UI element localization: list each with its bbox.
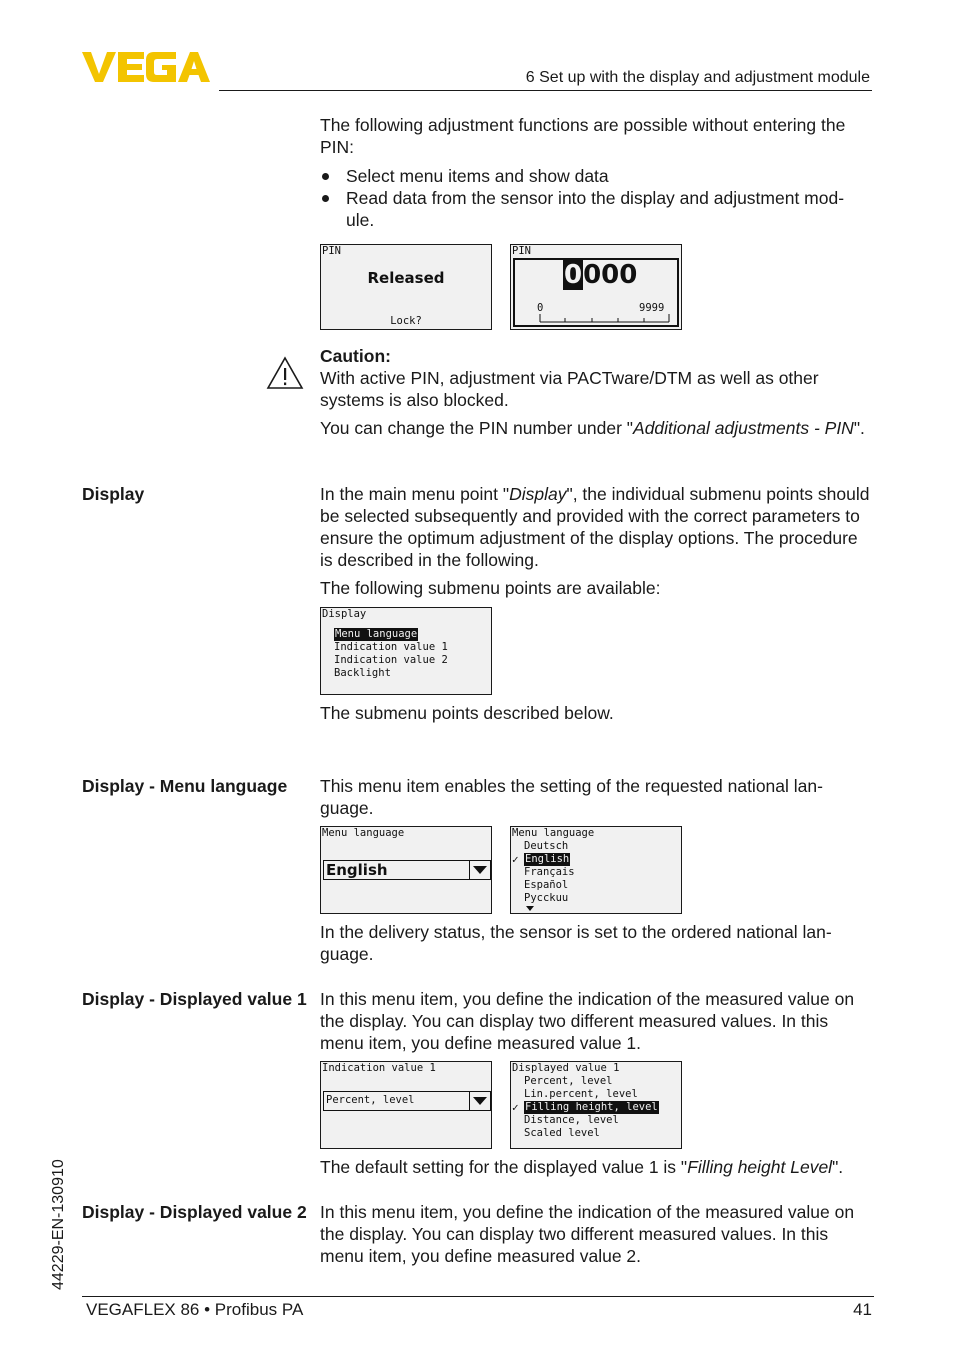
displayed-value-1-default: The default setting for the displayed value 1 is "Filling height Level". xyxy=(320,1157,844,1177)
language-dropdown xyxy=(323,860,491,880)
display-paragraph: In the main menu point "Display", the individual submenu points should be selected subsequently and provided with the correct parameters to ensure the optimum adjustment of the display options. The procedure is described in the following. xyxy=(320,484,870,570)
footer-rule xyxy=(82,1296,874,1297)
lcd-displayed-value-1-list xyxy=(510,1061,682,1149)
displayed-value-1-text: In this menu item, you define the indication of the measured value on the display. You can display two different measured values. In this menu item, you define measured value 1. xyxy=(320,989,855,1053)
lcd-list-item: Pycckuu xyxy=(524,892,569,904)
lcd-list-item: Français xyxy=(524,866,575,878)
pin-scale-max: 9999 xyxy=(639,302,665,314)
page-number: 41 xyxy=(853,1300,872,1319)
header-rule xyxy=(219,90,872,91)
pin-status: Released xyxy=(367,269,445,287)
display-block xyxy=(320,483,872,599)
warning-icon xyxy=(266,356,304,390)
lcd-menu-item: Indication value 2 xyxy=(334,654,448,666)
intro-text: The following adjustment functions are possible without entering the PIN: xyxy=(320,115,846,157)
section-label-displayed-value-1: Display - Displayed value 1 xyxy=(82,989,307,1009)
display-submenu-note: The submenu points described below. xyxy=(320,703,614,723)
lcd-list-item: Español xyxy=(524,879,569,891)
check-icon: ✓ xyxy=(512,1101,519,1114)
pin-digit-rest: 000 xyxy=(583,260,638,290)
scroll-down-icon xyxy=(526,906,534,911)
footer-product: VEGAFLEX 86 • Profibus PA xyxy=(86,1300,304,1319)
lcd-title: Displayed value 1 xyxy=(512,1062,620,1074)
lcd-list-item: Percent, level xyxy=(524,1075,613,1087)
lcd-menu-language xyxy=(320,826,492,914)
lcd-menu-item: Backlight xyxy=(334,667,391,679)
lcd-title: PIN xyxy=(322,245,341,257)
lcd-title: Menu language xyxy=(512,827,595,839)
pin-scale-ruler xyxy=(535,312,671,324)
pin-digits xyxy=(563,261,637,289)
pin-lock-prompt: Lock? xyxy=(390,315,422,327)
display-available-text: The following submenu points are available: xyxy=(320,578,661,598)
lcd-list-item: Deutsch xyxy=(524,840,569,852)
caution-change-pin: You can change the PIN number under "Additional adjustments - PIN". xyxy=(320,418,865,438)
lcd-list-item: Scaled level xyxy=(524,1127,600,1139)
menu-language-delivery-text: In the delivery status, the sensor is set to the ordered national lan-guage. xyxy=(320,922,832,964)
lcd-title: PIN xyxy=(512,245,531,257)
displayed-value-2-text: In this menu item, you define the indication of the measured value on the display. You can display two different measured values. In this menu item, you define measured value 2. xyxy=(320,1202,855,1266)
lcd-language-list xyxy=(510,826,682,914)
caution-text: With active PIN, adjustment via PACTware/DTM as well as other systems is also blocked. xyxy=(320,368,819,410)
vega-logo xyxy=(82,50,212,84)
intro-block xyxy=(320,114,872,231)
caution-block xyxy=(320,345,872,439)
menu-language-text: This menu item enables the setting of the requested national lan-guage. xyxy=(320,776,823,818)
intro-bullet: Select menu items and show data xyxy=(320,165,872,187)
section-label-display: Display xyxy=(82,484,145,504)
section-label-menu-language: Display - Menu language xyxy=(82,776,288,796)
lcd-list-item-selected: English xyxy=(525,853,570,865)
lcd-pin-entry xyxy=(510,244,682,330)
indication-dropdown-value: Percent, level xyxy=(326,1094,415,1106)
chevron-down-icon xyxy=(469,861,490,879)
lcd-menu-item: Indication value 1 xyxy=(334,641,448,653)
lcd-title: Display xyxy=(322,608,367,620)
lcd-list-item: Distance, level xyxy=(524,1114,619,1126)
lcd-title: Menu language xyxy=(322,827,405,839)
language-dropdown-value: English xyxy=(326,861,388,879)
chevron-down-icon xyxy=(469,1092,490,1110)
indication-dropdown xyxy=(323,1091,491,1111)
document-number: 44229-EN-130910 xyxy=(50,1159,67,1290)
lcd-menu-item-selected: Menu language xyxy=(335,628,418,640)
lcd-list-item: Lin.percent, level xyxy=(524,1088,638,1100)
lcd-title: Indication value 1 xyxy=(322,1062,436,1074)
lcd-indication-value-1 xyxy=(320,1061,492,1149)
pin-digit-selected: 0 xyxy=(564,260,583,290)
header-section-title: 6 Set up with the display and adjustment module xyxy=(525,69,870,86)
lcd-pin-released xyxy=(320,244,492,330)
section-label-displayed-value-2: Display - Displayed value 2 xyxy=(82,1202,307,1222)
pin-scale-min: 0 xyxy=(537,302,544,314)
intro-bullet: Read data from the sensor into the display and adjustment mod-ule. xyxy=(320,187,872,231)
caution-heading: Caution: xyxy=(320,346,391,366)
check-icon: ✓ xyxy=(512,853,519,866)
lcd-list-item-selected: Filling height, level xyxy=(525,1101,658,1113)
lcd-display-menu xyxy=(320,607,492,695)
